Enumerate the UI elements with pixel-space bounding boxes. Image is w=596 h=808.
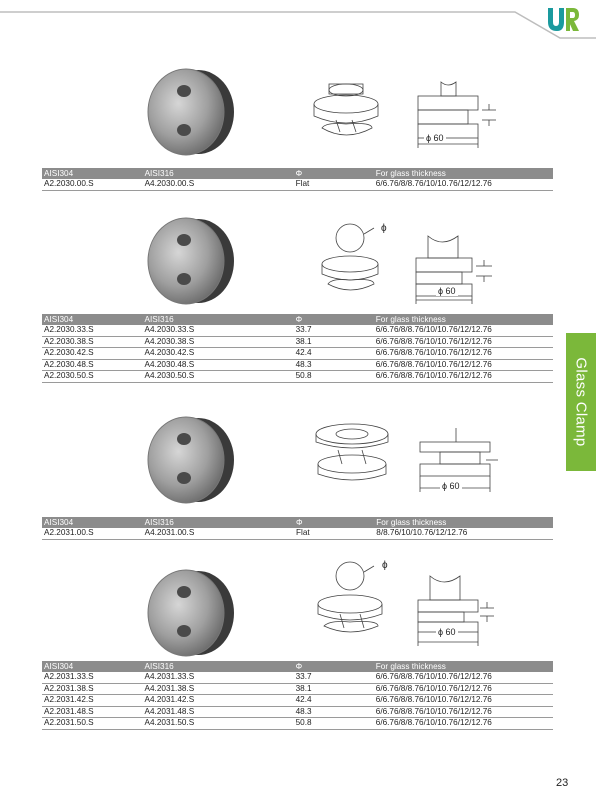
cell: A4.2030.00.S [143,179,294,190]
cell: Flat [294,179,374,190]
cell: 8/8.76/10/10.76/12/12.76 [374,528,553,539]
col-aisi316: AISI316 [143,314,294,325]
cell: A4.2031.50.S [143,718,294,730]
cell: 6/6.76/8/8.76/10/10.76/12/12.76 [374,695,553,707]
spec-table-4 [42,661,553,730]
col-phi: Φ [294,168,374,179]
cell: 6/6.76/8/8.76/10/10.76/12/12.76 [374,371,553,383]
col-aisi316: AISI316 [143,517,294,528]
table-row [42,179,553,190]
table-row [42,528,553,539]
table-row [42,718,553,730]
cell: 48.3 [294,359,374,371]
cell: A4.2030.38.S [143,336,294,348]
table-header-row [42,661,553,672]
cell: A4.2030.33.S [143,325,294,336]
cell: A2.2031.33.S [42,672,143,683]
col-aisi316: AISI316 [143,168,294,179]
phi-label: ϕ [381,223,387,234]
cell: A2.2031.00.S [42,528,143,539]
cell: 6/6.76/8/8.76/10/10.76/12/12.76 [374,683,553,695]
cell: A4.2031.38.S [143,683,294,695]
cell: A4.2031.42.S [143,695,294,707]
cell: A2.2031.48.S [42,706,143,718]
table-row [42,371,553,383]
diameter-label: ϕ 60 [426,133,444,143]
diameter-label: ϕ 60 [438,627,456,637]
product-photo-tube-clamp-2 [146,563,236,667]
col-phi: Φ [294,661,374,672]
cell: A2.2031.50.S [42,718,143,730]
cell: A4.2031.00.S [143,528,294,539]
cell: A4.2030.50.S [143,371,294,383]
col-phi: Φ [294,517,374,528]
cell: 6/6.76/8/8.76/10/10.76/12/12.76 [374,706,553,718]
technical-drawing-3 [312,420,502,496]
spec-table-2 [42,314,553,383]
cell: A2.2030.42.S [42,348,143,360]
cell: A4.2030.48.S [143,359,294,371]
page-number: 23 [556,777,569,789]
col-phi: Φ [294,314,374,325]
header-rule [0,0,596,40]
category-tab [566,333,596,471]
diameter-label: ϕ 60 [442,481,460,491]
col-aisi304: AISI304 [42,168,143,179]
cell: 6/6.76/8/8.76/10/10.76/12/12.76 [374,179,553,190]
spec-table-1 [42,168,553,191]
technical-drawing-1 [306,76,496,148]
col-aisi304: AISI304 [42,517,143,528]
cell: 50.8 [294,718,374,730]
cell: A2.2030.00.S [42,179,143,190]
table-row [42,695,553,707]
cell: A2.2030.50.S [42,371,143,383]
cell: A4.2031.33.S [143,672,294,683]
col-aisi304: AISI304 [42,314,143,325]
cell: 50.8 [294,371,374,383]
cell: 42.4 [294,695,374,707]
col-glass-thickness: For glass thickness [374,168,553,179]
cell: A4.2030.42.S [143,348,294,360]
col-aisi316: AISI316 [143,661,294,672]
table-row [42,672,553,683]
cell: 6/6.76/8/8.76/10/10.76/12/12.76 [374,718,553,730]
product-photo-flat-clamp-2 [146,410,236,514]
col-glass-thickness: For glass thickness [374,661,553,672]
cell: 6/6.76/8/8.76/10/10.76/12/12.76 [374,336,553,348]
diameter-label: ϕ 60 [438,286,456,296]
col-aisi304: AISI304 [42,661,143,672]
cell: A2.2031.38.S [42,683,143,695]
cell: 33.7 [294,325,374,336]
brand-logo [546,6,580,34]
table-row [42,706,553,718]
cell: A2.2030.38.S [42,336,143,348]
table-row [42,348,553,360]
col-glass-thickness: For glass thickness [374,517,553,528]
table-row [42,683,553,695]
table-row [42,336,553,348]
product-photo-flat-clamp [146,62,236,166]
cell: 33.7 [294,672,374,683]
col-glass-thickness: For glass thickness [374,314,553,325]
spec-table-3 [42,517,553,540]
phi-label: ϕ [382,560,388,571]
cell: Flat [294,528,374,539]
cell: 38.1 [294,336,374,348]
cell: 6/6.76/8/8.76/10/10.76/12/12.76 [374,359,553,371]
table-header-row [42,517,553,528]
category-tab-label: Glass Clamp [572,357,590,447]
cell: 48.3 [294,706,374,718]
table-header-row [42,168,553,179]
cell: 42.4 [294,348,374,360]
technical-drawing-2 [316,220,506,304]
table-row [42,325,553,336]
cell: A2.2030.48.S [42,359,143,371]
cell: A2.2030.33.S [42,325,143,336]
cell: 6/6.76/8/8.76/10/10.76/12/12.76 [374,348,553,360]
cell: 38.1 [294,683,374,695]
cell: A2.2031.42.S [42,695,143,707]
cell: A4.2031.48.S [143,706,294,718]
technical-drawing-4 [314,558,504,648]
table-row [42,359,553,371]
product-photo-tube-clamp [146,211,236,315]
table-header-row [42,314,553,325]
cell: 6/6.76/8/8.76/10/10.76/12/12.76 [374,672,553,683]
cell: 6/6.76/8/8.76/10/10.76/12/12.76 [374,325,553,336]
